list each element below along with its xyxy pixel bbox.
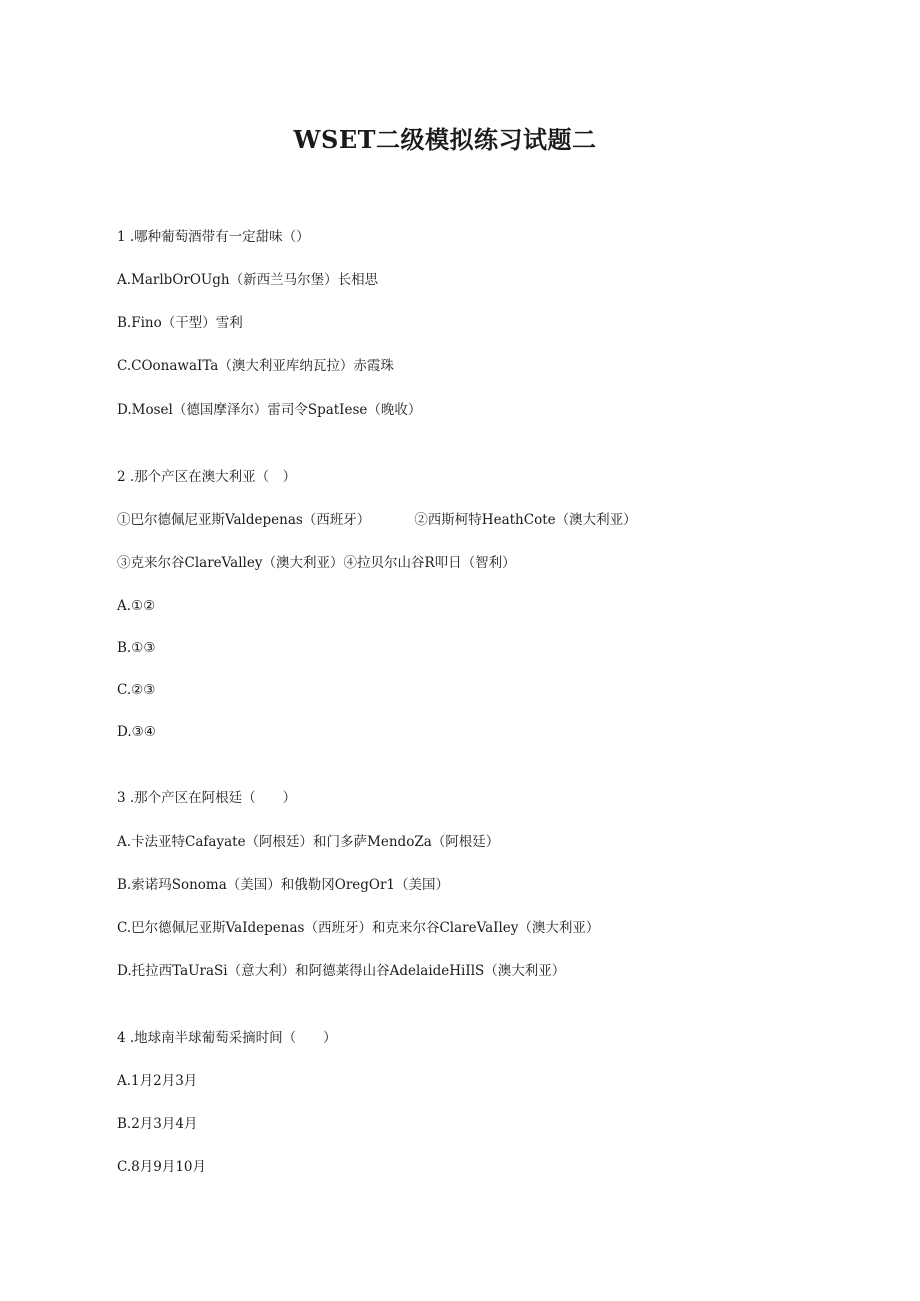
question-2-option-a: A.①② <box>117 598 156 614</box>
question-2-region-2: ②西斯柯特HeathCote（澳大利亚） <box>414 512 637 528</box>
question-3-option-b: B.索诺玛Sonoma（美国）和俄勒冈OregOr1（美国） <box>117 877 450 893</box>
question-2-option-c: C.②③ <box>117 682 156 698</box>
question-3-stem: 3 .那个产区在阿根廷（ ） <box>117 790 297 806</box>
question-4-stem: 4 .地球南半球葡萄采摘时间（ ） <box>117 1030 337 1046</box>
question-4-option-c: C.8月9月10月 <box>117 1159 206 1175</box>
question-1-option-d: D.Mosel（德国摩泽尔）雷司令SpatIese（晚收） <box>117 402 422 418</box>
question-4-option-a: A.1月2月3月 <box>117 1073 198 1089</box>
question-3-option-c: C.巴尔德佩尼亚斯VaIdepenas（西班牙）和克来尔谷ClareVaIley（澳大利亚） <box>117 920 600 936</box>
question-2-option-b: B.①③ <box>117 640 156 656</box>
question-1-stem: 1 .哪种葡萄酒带有一定甜味（） <box>117 229 310 245</box>
question-2-region-1: ①巴尔德佩尼亚斯Valdepenas（西班牙） <box>117 512 371 528</box>
question-2-stem: 2 .那个产区在澳大利亚（ ） <box>117 469 297 485</box>
question-1-option-a: A.MarlbOrOUgh（新西兰马尔堡）长相思 <box>117 272 379 288</box>
question-3-option-a: A.卡法亚特Cafayate（阿根廷）和门多萨MendoZa（阿根廷） <box>117 834 500 850</box>
question-3-option-d: D.托拉西TaUraSi（意大利）和阿德莱得山谷AdelaideHiIlS（澳大利亚） <box>117 963 566 979</box>
question-1-option-b: B.Fino（干型）雪利 <box>117 315 243 331</box>
question-2-option-d: D.③④ <box>117 724 156 740</box>
document-title: WSET二级模拟练习试题二 <box>293 125 597 154</box>
question-1-option-c: C.COonawaITa（澳大利亚库纳瓦拉）赤霞珠 <box>117 358 394 374</box>
question-2-regions-row-1 <box>117 511 637 529</box>
question-4-option-b: B.2月3月4月 <box>117 1116 198 1132</box>
question-2-regions-row-2: ③克来尔谷ClareValley（澳大利亚）④拉贝尔山谷R叩日（智利） <box>117 555 516 571</box>
